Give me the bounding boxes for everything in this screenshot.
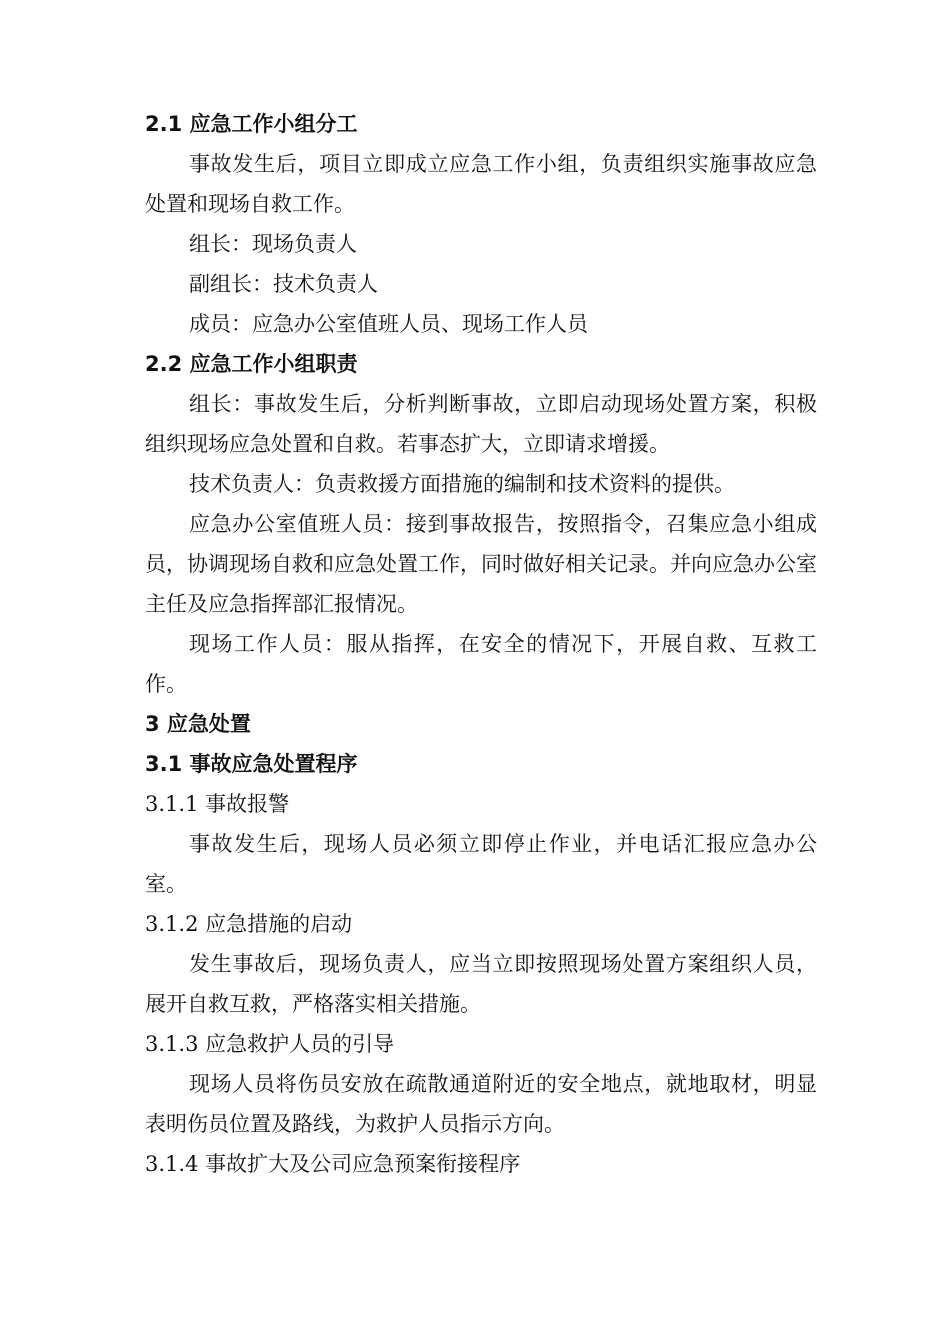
heading-2-2: 2.2 应急工作小组职责: [145, 352, 358, 376]
paragraph-3-1-1: 事故发生后，现场人员必须立即停止作业，并电话汇报应急办公室。: [145, 832, 817, 896]
paragraph-office-duty: 应急办公室值班人员：接到事故报告，按照指令，召集应急小组成员，协调现场自救和应急处置工作，同时做好相关记录。并向应急办公室主任及应急指挥部汇报情况。: [145, 512, 817, 616]
heading-3-1-4: 3.1.4 事故扩大及公司应急预案衔接程序: [145, 1152, 521, 1176]
heading-3-1-1: 3.1.1 事故报警: [145, 792, 290, 816]
paragraph-deputy: 副组长：技术负责人: [189, 272, 378, 296]
heading-3-1: 3.1 事故应急处置程序: [145, 752, 358, 776]
paragraph-3-1-2: 发生事故后，现场负责人，应当立即按照现场处置方案组织人员，展开自救互救，严格落实相关措施。: [145, 952, 817, 1016]
heading-2-1: 2.1 应急工作小组分工: [145, 112, 358, 136]
heading-3-1-2: 3.1.2 应急措施的启动: [145, 912, 353, 936]
paragraph-leader-duty: 组长：事故发生后，分析判断事故，立即启动现场处置方案，积极组织现场应急处置和自救。若事态扩大，立即请求增援。: [145, 392, 817, 456]
heading-3-1-3: 3.1.3 应急救护人员的引导: [145, 1032, 395, 1056]
paragraph-2-1-intro: 事故发生后，项目立即成立应急工作小组，负责组织实施事故应急处置和现场自救工作。: [145, 152, 817, 216]
paragraph-staff-duty: 现场工作人员：服从指挥，在安全的情况下，开展自救、互救工作。: [145, 632, 817, 696]
paragraph-tech-duty: 技术负责人：负责救援方面措施的编制和技术资料的提供。: [189, 472, 735, 496]
document-body: [145, 104, 817, 1184]
paragraph-members: 成员：应急办公室值班人员、现场工作人员: [189, 312, 588, 336]
paragraph-leader: 组长：现场负责人: [189, 232, 357, 256]
heading-3: 3 应急处置: [145, 712, 251, 736]
paragraph-3-1-3: 现场人员将伤员安放在疏散通道附近的安全地点，就地取材，明显表明伤员位置及路线，为救护人员指示方向。: [145, 1072, 817, 1136]
